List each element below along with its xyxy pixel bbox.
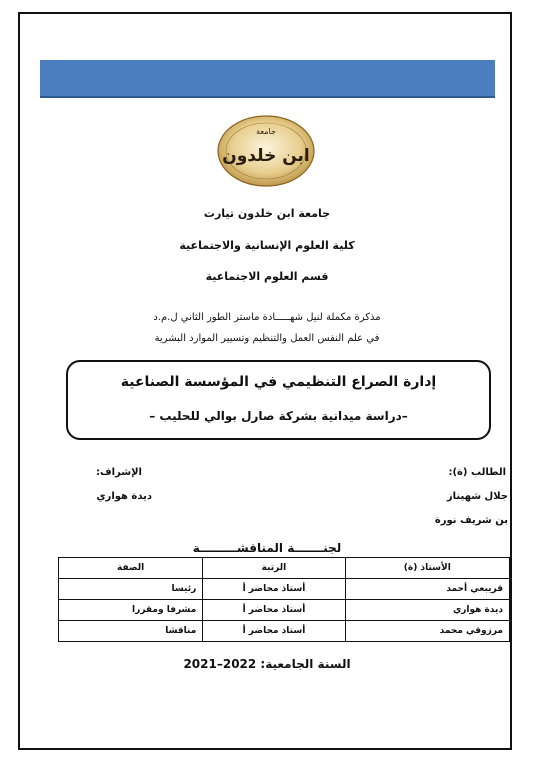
table-row [59,621,510,642]
rank-cell: أستاذ محاضر أ [203,600,345,621]
faculty-name: كلية العلوم الإنسانية والاجتماعية [179,239,355,252]
professor-cell: مرزوقي محمد [345,621,509,642]
professor-cell: ديدة هواري [345,600,509,621]
table-header-row [59,558,510,579]
thesis-title-box [66,360,491,440]
thesis-subtitle: –دراسة ميدانية بشركة صارل بوالي للحليب – [149,409,408,423]
column-header-professor: الأستاذ (ة) [345,558,509,579]
student-name: جلال شهيناز [446,491,508,502]
committee-table [58,557,510,642]
svg-text:ابن خلدون: ابن خلدون [222,146,310,166]
rank-cell: أستاذ محاضر أ [203,579,345,600]
svg-text:جامعة: جامعة [256,127,276,136]
table-row [59,579,510,600]
department-name: قسم العلوم الاجتماعية [205,270,329,283]
professor-cell: قريبعي أحمد [345,579,509,600]
role-cell: مناقشا [59,621,203,642]
committee-title: لجنـــــــة المناقشـــــــــة [192,541,342,555]
role-cell: رئيسا [59,579,203,600]
role-cell: مشرفا ومقررا [59,600,203,621]
students-label: الطالب (ة): [448,467,506,478]
memo-specialty: في علم النفس العمل والتنظيم وتسيير الموارد البشرية [154,333,380,344]
student-name: بن شريف نورة [434,515,508,526]
university-name: جامعة ابن خلدون تيارت [203,207,331,220]
supervisor-name: ديدة هواري [96,491,152,502]
university-logo [216,114,316,188]
memo-description: مذكرة مكملة لنيل شهـــــادة ماستر الطور الثاني ل.م.د [153,312,381,323]
column-header-rank: الرتبة [203,558,345,579]
header-banner [40,60,495,98]
academic-year: السنة الجامعية: 2022–2021 [183,657,351,671]
table-row [59,600,510,621]
supervision-label: الإشراف: [96,467,142,478]
thesis-title: إدارة الصراع التنظيمي في المؤسسة الصناعية [120,374,437,390]
rank-cell: أستاذ محاضر أ [203,621,345,642]
column-header-role: الصفة [59,558,203,579]
